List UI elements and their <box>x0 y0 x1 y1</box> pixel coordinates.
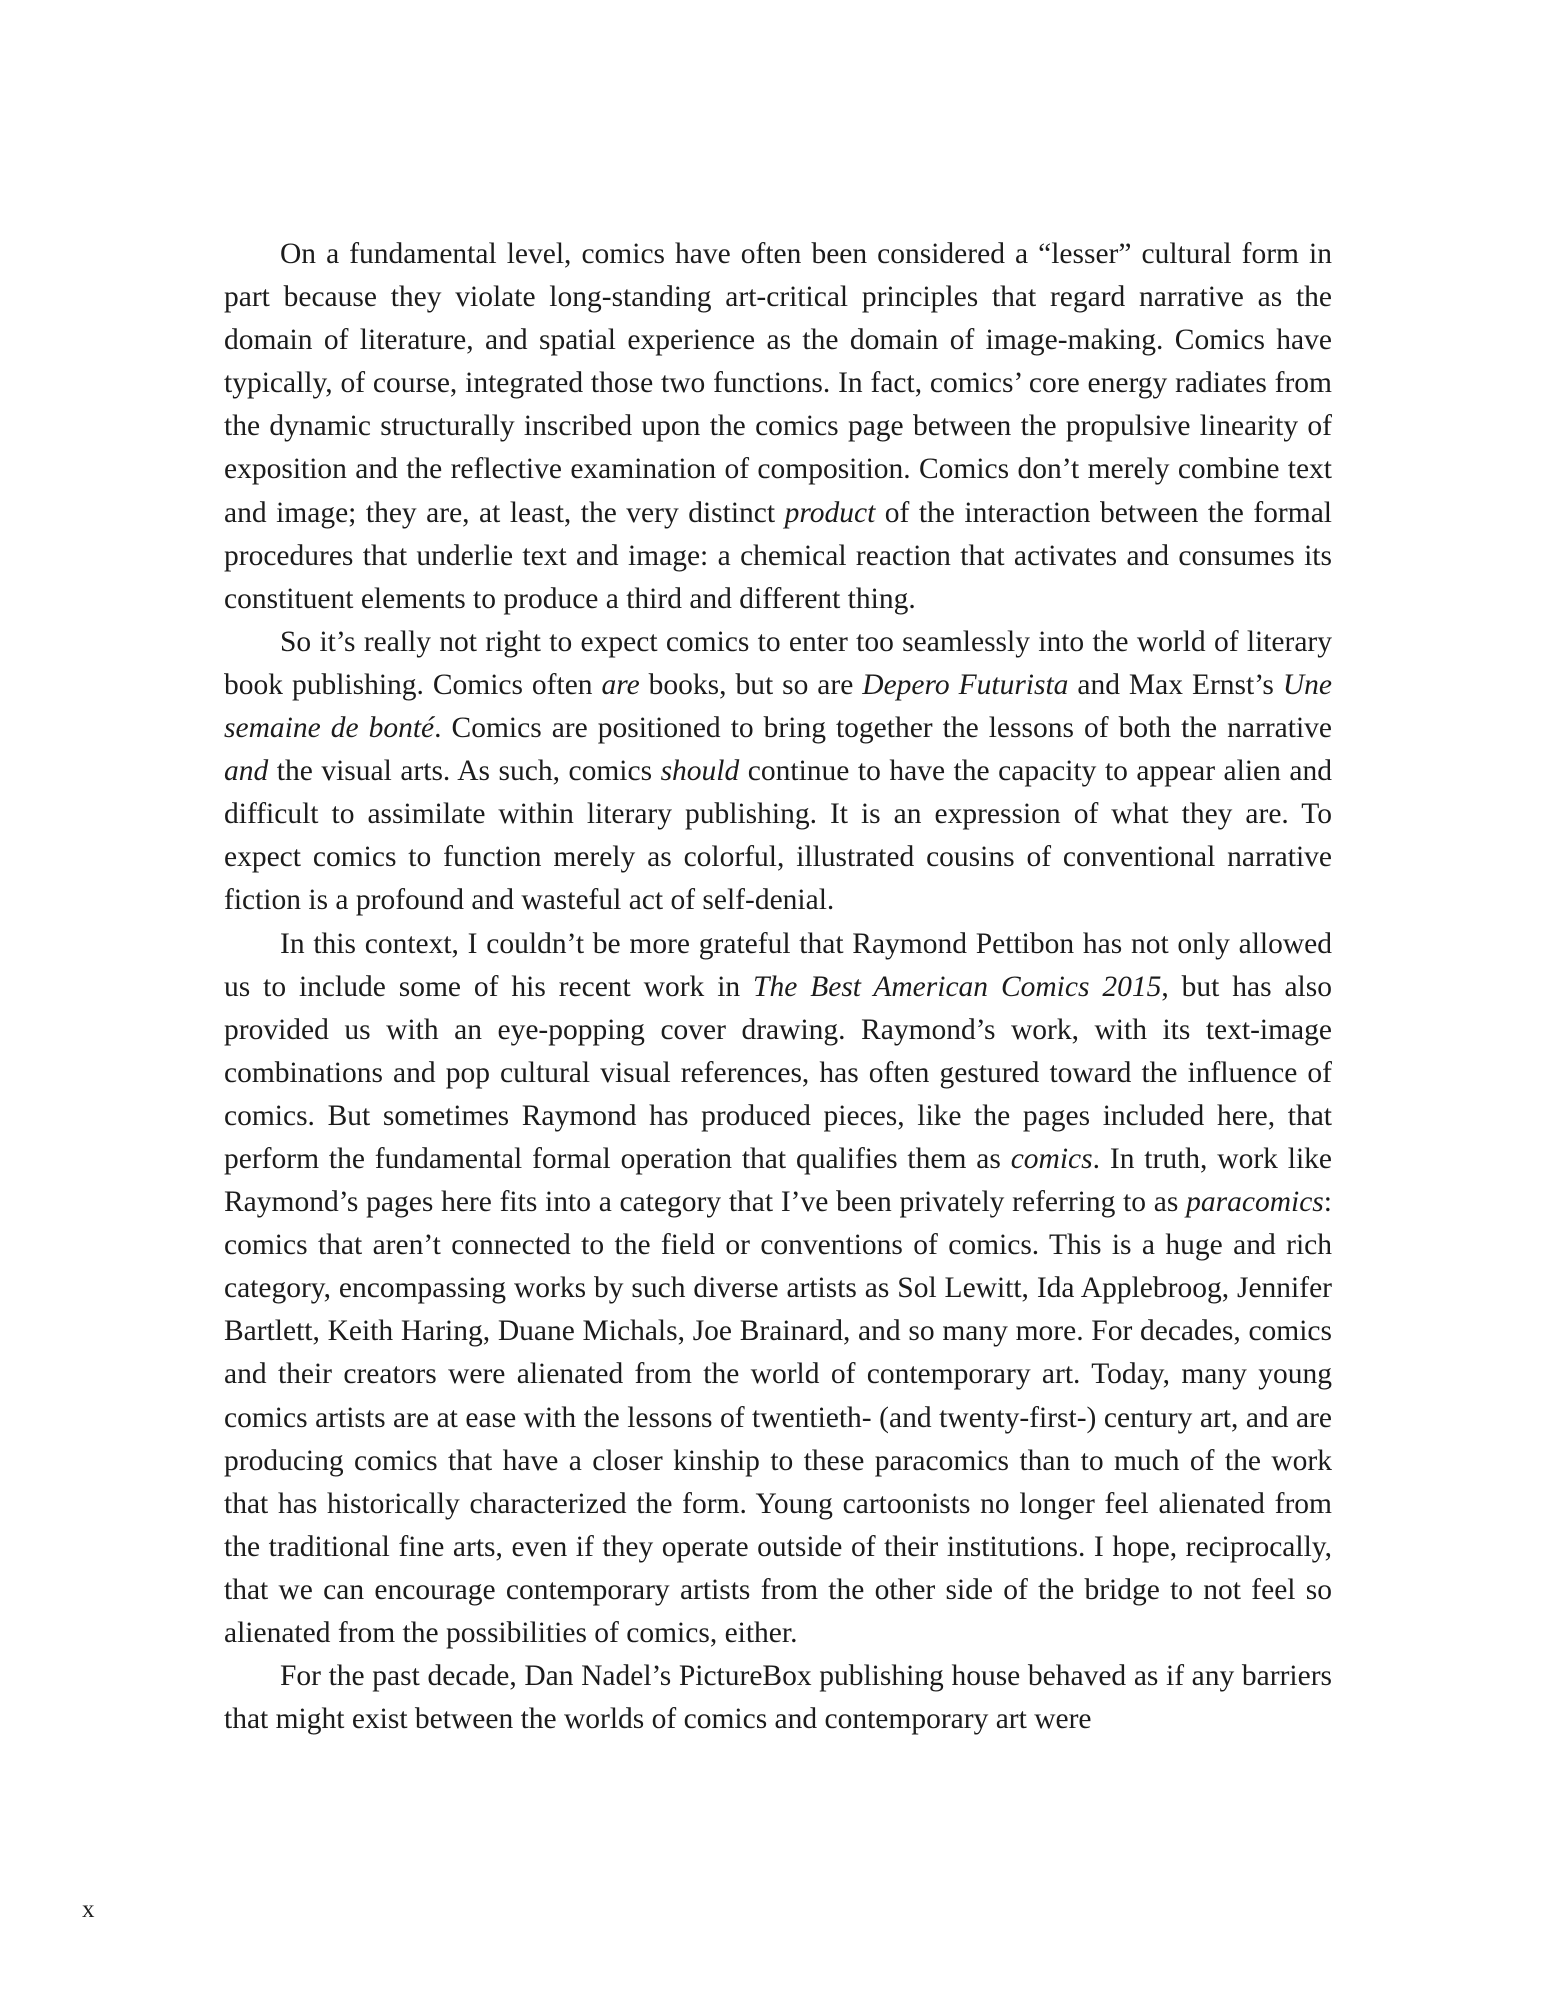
text-run: . Comics are positioned to bring together the lessons of both the narrative <box>434 712 1332 745</box>
text-run: : comics that aren’t connected to the field or conventions of comics. This is a huge and rich category, encompassing works by such diverse artists as Sol Lewitt, Ida Applebroog, Jennifer Bartlett, Keith Haring, Duane Michals, Joe Brainard, and so many more. For decades, comics and their creators were alienated from the world of contemporary art. Today, many young comics artists are at ease with the lessons of twentieth- (and twenty-first-) century art, and are producing comics that have a closer kinship to these paracomics than to much of the work that has historically characterized the form. Young cartoonists no longer feel alienated from the traditional fine arts, even if they operate outside of their institutions. I hope, reciprocally, that we can encourage contemporary artists from the other side of the bridge to not feel so alienated from the possibilities of comics, either. <box>224 1186 1332 1649</box>
italic-run: paracomics <box>1186 1186 1324 1219</box>
body-text <box>224 233 1332 1741</box>
paragraph-1 <box>224 233 1332 621</box>
text-run: . In truth, work like Raymond’s pages here fits into a category that I’ve been privately referring to as <box>224 1142 1332 1219</box>
text-run: , but has also provided us with an eye-popping cover drawing. Raymond’s work, with its text-image combinations and pop cultural visual references, has often gestured toward the influence of comics. But sometimes Raymond has produced pieces, like the pages included here, that perform the fundamental formal operation that qualifies them as <box>224 970 1332 1175</box>
italic-run: should <box>660 755 740 788</box>
paragraph-2 <box>224 621 1332 923</box>
italic-run: comics <box>1010 1142 1093 1175</box>
page-number: x <box>82 1896 95 1923</box>
text-run: On a fundamental level, comics have often been considered a “lesser” cultural form in part because they violate long-standing art-critical principles that regard narrative as the domain of literature, and spatial experience as the domain of image-making. Comics have typically, of course, integrated those two functions. In fact, comics’ core energy radiates from the dynamic structurally inscribed upon the comics page between the propulsive linearity of exposition and the reflective examination of composition. Comics don’t merely combine text and image; they are, at least, the very distinct <box>224 238 1332 529</box>
italic-run: and <box>224 755 269 788</box>
italic-run: Une semaine de bonté <box>224 668 1333 745</box>
italic-run: product <box>784 496 876 529</box>
text-run: For the past decade, Dan Nadel’s PictureBox publishing house behaved as if any barriers that might exist between the worlds of comics and contemporary art were <box>224 1660 1332 1736</box>
text-run: and Max Ernst’s <box>1068 668 1283 701</box>
italic-run: Depero Futurista <box>862 668 1069 701</box>
text-run: the visual arts. As such, comics <box>268 755 661 788</box>
text-run: of the interaction between the formal procedures that underlie text and image: a chemical reaction that activates and consumes its constituent elements to produce a third and different thing. <box>224 496 1332 615</box>
italic-run: are <box>601 668 640 701</box>
paragraph-3 <box>224 923 1332 1656</box>
text-run: continue to have the capacity to appear alien and difficult to assimilate within literary publishing. It is an expression of what they are. To expect comics to function merely as colorful, illustrated cousins of conventional narrative fiction is a profound and wasteful act of self-denial. <box>224 755 1332 917</box>
text-run: books, but so are <box>639 668 863 701</box>
italic-run: The Best American Comics 2015 <box>753 970 1162 1003</box>
paragraph-4 <box>224 1655 1332 1741</box>
text-run: So it’s really not right to expect comics to enter too seamlessly into the world of literary book publishing. Comics often <box>224 625 1332 701</box>
text-run: In this context, I couldn’t be more grateful that Raymond Pettibon has not only allowed us to include some of his recent work in <box>224 927 1332 1003</box>
